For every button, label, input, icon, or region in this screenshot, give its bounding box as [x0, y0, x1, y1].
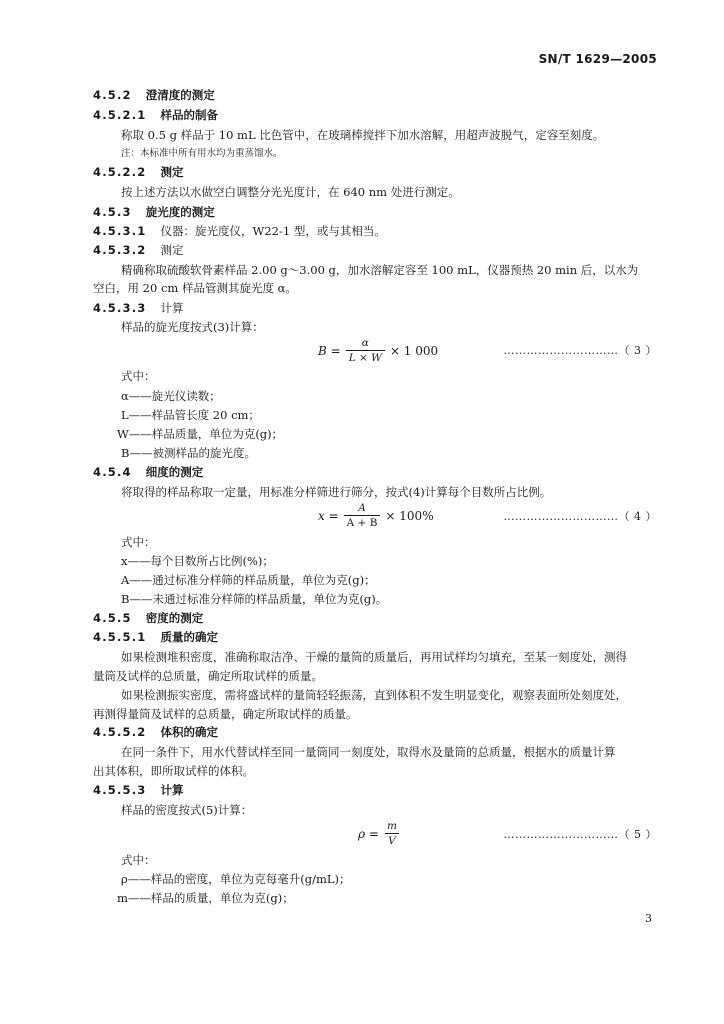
formula-4: x = $\frac{A}{A + B}$ × 100%: [318, 502, 434, 529]
heading-4-5-2-2: 4.5.2.2 测定: [93, 165, 184, 179]
paragraph-4-5-5-2-line2: 出其体积，即所取试样的体积。: [93, 764, 254, 778]
standard-code: SN/T 1629—2005: [538, 52, 657, 66]
variable-definition: W——样品质量，单位为克(g)；: [117, 427, 284, 441]
where-label-1: 式中：: [121, 369, 156, 383]
paragraph-4-5-5-3: 样品的密度按式(5)计算：: [121, 803, 253, 817]
heading-4-5-5: 4.5.5 密度的测定: [93, 611, 204, 625]
variable-definition: ρ——样品的密度，单位为克每毫升(g/mL)；: [121, 872, 351, 886]
variable-definition: B——未通过标准分样筛的样品质量，单位为克(g)。: [121, 592, 388, 606]
formula-3: B = $\frac{\alpha}{L \times W}$ × 1 000: [318, 337, 439, 364]
variable-definition: A——通过标准分样筛的样品质量，单位为克(g)；: [121, 573, 376, 587]
where-label-2: 式中：: [121, 535, 156, 549]
paragraph-4-5-5-1-line1: 如果检测堆积密度，准确称取洁净、干燥的量筒的质量后，再用试样均匀填充，至某一刻度处，测得: [121, 650, 627, 664]
heading-4-5-5-1: 4.5.5.1 质量的确定: [93, 630, 219, 644]
paragraph-4-5-2-1: 称取 0.5 g 样品于 10 mL 比色管中，在玻璃棒搅拌下加水溶解，用超声波脱气，定容至刻度。: [121, 128, 605, 142]
formula-5: ρ = $\frac{m}{V}$: [358, 820, 397, 847]
paragraph-4-5-5-2-line1: 在同一条件下，用水代替试样至同一量筒同一刻度处，取得水及量筒的总质量，根据水的质量计算: [121, 745, 616, 759]
heading-4-5-4: 4.5.4 细度的测定: [93, 465, 204, 479]
variable-definition: α——旋光仪读数；: [121, 389, 221, 403]
equation-number-5: …………………………（ 5 ）: [503, 828, 657, 841]
paragraph-4-5-3-2-line1: 精确称取硫酸软骨素样品 2.00 g～3.00 g，加水溶解定容至 100 mL，仪器预热 20 min 后，以水为: [121, 263, 639, 277]
heading-4-5-3-2: 4.5.3.2 测定: [93, 243, 184, 257]
paragraph-4-5-5-1-line2: 量筒及试样的总质量，确定所取试样的质量。: [93, 669, 323, 683]
where-label-3: 式中：: [121, 853, 156, 867]
note: 注：本标准中所有用水均为重蒸馏水。: [121, 148, 283, 159]
paragraph-4-5-5-1-line4: 再测得量筒及试样的总质量，确定所取试样的质量。: [93, 707, 358, 721]
paragraph-4-5-4: 将取得的样品称取一定量，用标准分样筛进行筛分，按式(4)计算每个目数所占比例。: [121, 485, 552, 499]
page-number: 3: [645, 912, 652, 925]
heading-4-5-2-1: 4.5.2.1 样品的制备: [93, 108, 219, 122]
heading-4-5-3-1: 4.5.3.1 仪器：旋光度仪，W22-1 型，或与其相当。: [93, 224, 386, 238]
heading-4-5-5-2: 4.5.5.2 体积的确定: [93, 725, 219, 739]
heading-4-5-2: 4.5.2 澄清度的测定: [93, 88, 215, 102]
paragraph-4-5-3-3: 样品的旋光度按式(3)计算：: [121, 320, 264, 334]
variable-definition: m——样品的质量，单位为克(g)；: [117, 891, 294, 905]
variable-definition: L——样品管长度 20 cm；: [121, 408, 260, 422]
equation-number-4: …………………………（ 4 ）: [503, 510, 657, 523]
variable-definition: B——被测样品的旋光度。: [121, 446, 256, 460]
equation-number-3: …………………………（ 3 ）: [503, 344, 657, 357]
paragraph-4-5-5-1-line3: 如果检测振实密度，需将盛试样的量筒轻轻振荡，直到体积不发生明显变化，观察表面所处刻度处，: [121, 688, 627, 702]
paragraph-4-5-3-2-line2: 空白，用 20 cm 样品管测其旋光度 α。: [93, 281, 297, 295]
heading-4-5-3-3: 4.5.3.3 计算: [93, 301, 184, 315]
variable-definition: x——每个目数所占比例(%)；: [121, 554, 274, 568]
heading-4-5-3: 4.5.3 旋光度的测定: [93, 205, 215, 219]
heading-4-5-5-3: 4.5.5.3 计算: [93, 783, 184, 797]
paragraph-4-5-2-2: 按上述方法以水做空白调整分光光度计，在 640 nm 处进行测定。: [121, 185, 460, 199]
